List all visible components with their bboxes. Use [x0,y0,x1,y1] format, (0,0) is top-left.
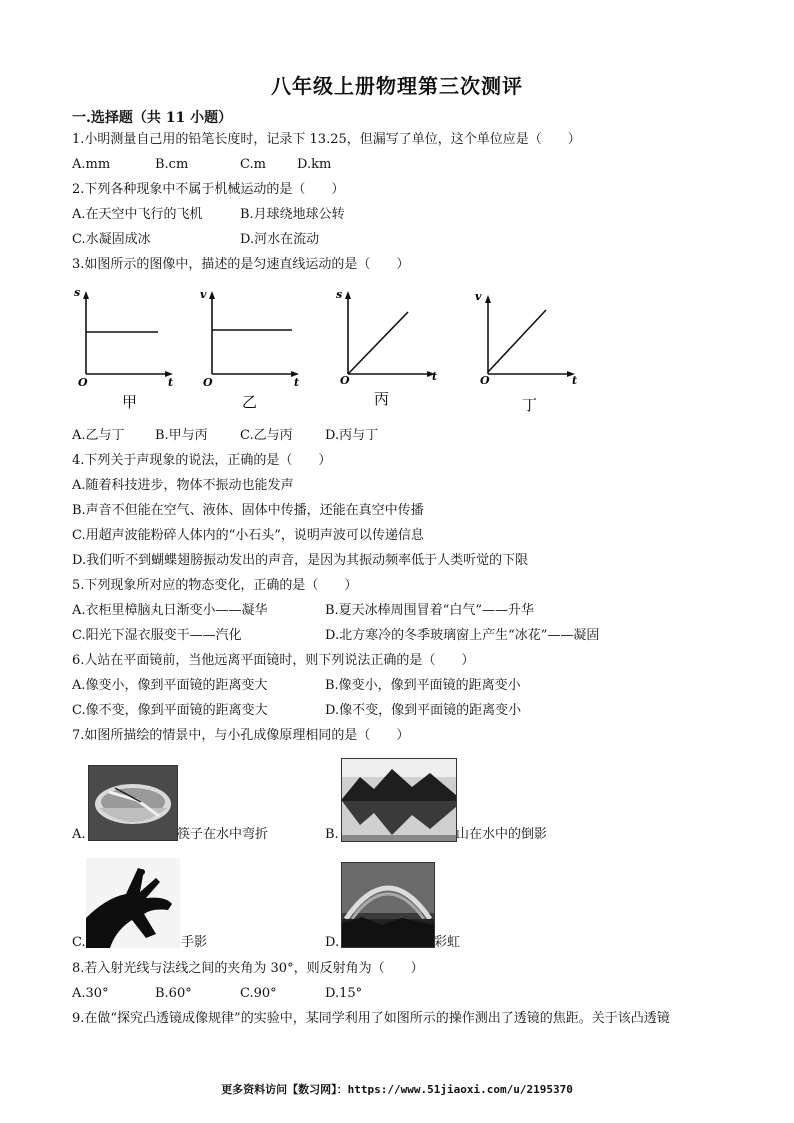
graph-jia-caption: 甲 [122,393,138,411]
q8-option-b: B.60° [155,986,192,1001]
q7-option-a-caption: 筷子在水中弯折 [177,827,269,842]
q3-option-a: A.乙与丁 [72,428,125,443]
q7-option-d-caption: 彩虹 [434,935,461,950]
q7-option-a-letter: A. [72,827,86,842]
graph-ding-y-arrow [485,295,491,303]
page-title: 八年级上册物理第三次测评 [271,74,523,98]
q9-stem: 9.在做“探究凸透镜成像规律”的实验中，某同学利用了如图所示的操作测出了透镜的焦距。关于该凸透镜 [72,1011,670,1026]
q8-option-a: A.30° [72,986,109,1001]
hand-shadow-illustration [86,858,180,948]
mountain-reflection-illustration [342,759,456,841]
q3-stem: 3.如图所示的图像中，描述的是匀速直线运动的是（ ） [72,257,410,272]
q1-option-c: C.m [240,157,266,172]
graph-yi-y-label: v [200,288,207,301]
graph-yi-y-arrow [209,291,215,299]
q5-stem: 5.下列现象所对应的物态变化，正确的是（ ） [72,578,358,593]
graph-bing-origin: O [340,374,350,387]
section-heading: 一.选择题（共 11 小题） [72,110,233,126]
q4-option-d: D.我们听不到蝴蝶翅膀振动发出的声音，是因为其振动频率低于人类听觉的下限 [72,553,529,568]
graph-ding [475,290,577,414]
graph-bing-y-arrow [345,291,351,299]
mountain-reflection-photo [341,758,457,842]
graph-yi [200,288,299,411]
graph-jia-y-label: s [74,286,81,299]
q1-option-d: D.km [297,157,332,172]
q7-option-c-caption: 手影 [181,935,208,950]
graph-ding-origin: O [480,374,490,387]
graph-yi-origin: O [203,376,213,389]
q2-stem: 2.下列各种现象中不属于机械运动的是（ ） [72,182,345,197]
q6-option-a: A.像变小，像到平面镜的距离变大 [72,678,268,693]
graph-bing [336,288,437,408]
graph-jia-y-arrow [83,291,89,299]
graph-bing-line [348,312,408,374]
hand-shadow-photo [86,858,180,948]
q5-option-a: A.衣柜里樟脑丸日渐变小——凝华 [72,603,268,618]
motion-graphs-figure [70,282,590,417]
footer-link[interactable]: 更多资料访问【数习网】：https://www.51jiaoxi.com/u/2195370 [221,1083,573,1096]
graph-jia-origin: O [78,376,88,389]
q1-stem: 1.小明测量自己用的铅笔长度时，记录下 13.25，但漏写了单位，这个单位应是（ ） [72,132,581,147]
graph-ding-x-label: t [572,374,578,387]
q4-stem: 4.下列关于声现象的说法，正确的是（ ） [72,453,332,468]
q6-option-b: B.像变小，像到平面镜的距离变小 [325,678,521,693]
graph-yi-caption: 乙 [242,393,258,411]
q1-option-a: A.mm [72,157,111,172]
chopsticks-photo [88,765,178,841]
q7-stem: 7.如图所描绘的情景中，与小孔成像原理相同的是（ ） [72,728,410,743]
q6-option-c: C.像不变，像到平面镜的距离变大 [72,703,268,718]
q2-option-a: A.在天空中飞行的飞机 [72,207,203,222]
q3-option-c: C.乙与丙 [240,428,293,443]
q5-option-b: B.夏天冰棒周围冒着“白气”——升华 [325,603,534,618]
graph-jia [74,286,173,411]
graph-ding-y-label: v [475,290,482,303]
graph-yi-x-label: t [294,376,300,389]
graph-bing-x-label: t [432,370,438,383]
q7-option-b-letter: B. [325,827,339,842]
q8-stem: 8.若入射光线与法线之间的夹角为 30°，则反射角为（ ） [72,961,424,976]
q2-option-d: D.河水在流动 [240,232,320,247]
q2-option-c: C.水凝固成冰 [72,232,151,247]
chopsticks-illustration [89,766,177,840]
graph-ding-caption: 丁 [522,396,538,414]
q4-option-b: B.声音不但能在空气、液体、固体中传播，还能在真空中传播 [72,503,424,518]
graph-jia-x-label: t [168,376,174,389]
q7-option-c-letter: C. [72,935,86,950]
graph-bing-y-label: s [336,288,343,301]
graph-bing-caption: 丙 [374,390,390,408]
q5-option-d: D.北方寒冷的冬季玻璃窗上产生“冰花”——凝固 [325,628,600,643]
q2-option-b: B.月球绕地球公转 [240,207,345,222]
q6-stem: 6.人站在平面镜前，当他远离平面镜时，则下列说法正确的是（ ） [72,653,475,668]
q1-option-b: B.cm [155,157,189,172]
q4-option-a: A.随着科技进步，物体不振动也能发声 [72,478,294,493]
q7-option-b-caption: 山在水中的倒影 [456,827,548,842]
rainbow-photo [341,862,435,948]
q3-option-d: D.丙与丁 [325,428,379,443]
q8-option-c: C.90° [240,986,277,1001]
q6-option-d: D.像不变，像到平面镜的距离变小 [325,703,522,718]
rainbow-illustration [342,863,434,947]
q4-option-c: C.用超声波能粉碎人体内的“小石头”，说明声波可以传递信息 [72,528,424,543]
graph-ding-line [488,310,546,372]
q3-option-b: B.甲与丙 [155,428,208,443]
q8-option-d: D.15° [325,986,363,1001]
q7-option-d-letter: D. [325,935,340,950]
q5-option-c: C.阳光下湿衣服变干——汽化 [72,628,242,643]
